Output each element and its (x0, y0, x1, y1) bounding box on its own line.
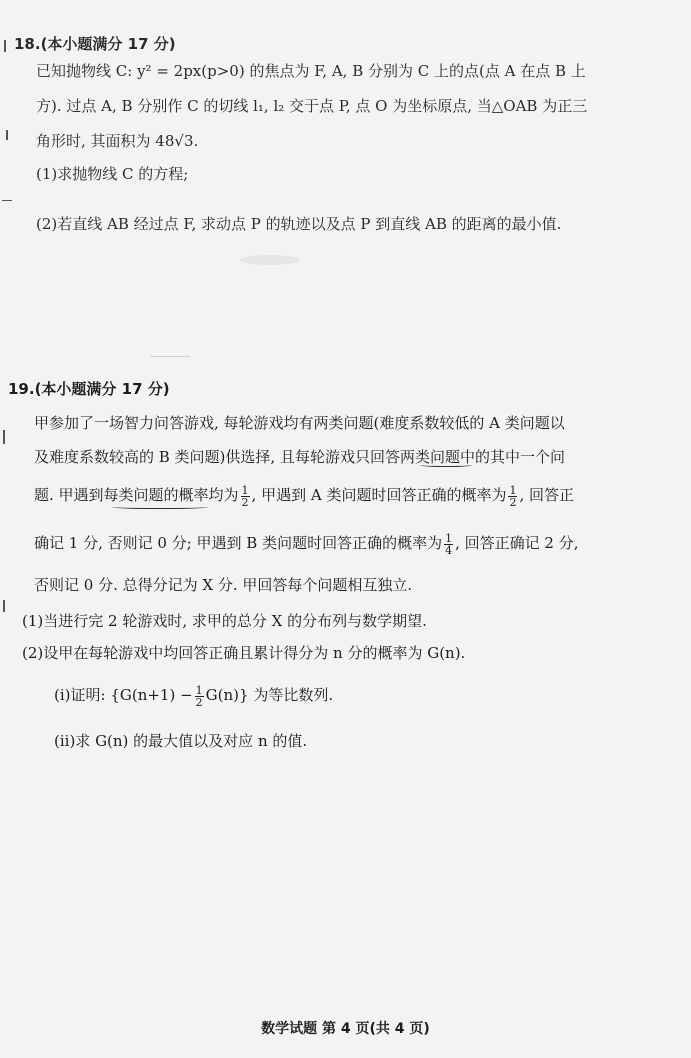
q19-header: 19.(本小题满分 17 分) (8, 380, 170, 398)
page-footer: 数学试题 第 4 页(共 4 页) (261, 1021, 430, 1037)
q18-header: 18.(本小题满分 17 分) (14, 35, 176, 53)
margin-mark-5 (3, 600, 5, 612)
q19-line1: 甲参加了一场智力问答游戏, 每轮游戏均有两类问题(难度系数较低的 A 类问题以 (34, 414, 565, 432)
section-divider (150, 356, 190, 357)
fraction-den: 2 (509, 495, 517, 509)
q18-line2: 方). 过点 A, B 分别作 C 的切线 l₁, l₂ 交于点 P, 点 O 为坐标原点, 当△OAB 为正三 (36, 97, 588, 115)
q19-line2: 及难度系数较高的 B 类问题)供选择, 且每轮游戏只回答两类问题中的其中一个问 (34, 448, 565, 466)
q19-part2: (2)设甲在每轮游戏中均回答正确且累计得分为 n 分的概率为 G(n). (22, 644, 466, 662)
q18-part1: (1)求抛物线 C 的方程; (36, 165, 189, 183)
q19-line3-b: , 甲遇到 A 类问题时回答正确的概率为 (251, 486, 507, 504)
fraction-one-quarter (444, 533, 453, 556)
margin-mark-2 (6, 130, 8, 140)
fraction-den: 2 (195, 695, 203, 709)
q19-line4 (34, 532, 578, 556)
scan-glare (240, 255, 300, 265)
fraction-num: 1 (241, 483, 249, 497)
q19-line4-b: , 回答正确记 2 分, (455, 534, 579, 552)
q18-line1: 已知抛物线 C: y² = 2px(p>0) 的焦点为 F, A, B 分别为 C 上的点(点 A 在点 B 上 (36, 62, 586, 80)
fraction-den: 2 (241, 495, 249, 509)
margin-mark-4 (3, 430, 5, 444)
q19-line3-c: , 回答正 (519, 486, 575, 504)
fraction-num: 1 (445, 531, 453, 545)
q19-sub2: (ⅱ)求 G(n) 的最大值以及对应 n 的值. (54, 732, 308, 750)
margin-mark-1 (4, 40, 6, 52)
q18-part2: (2)若直线 AB 经过点 F, 求动点 P 的轨迹以及点 P 到直线 AB 的距离的最小值. (36, 215, 562, 233)
margin-mark-3 (2, 200, 12, 201)
fraction-num: 1 (509, 483, 517, 497)
q19-line5: 否则记 0 分. 总得分记为 X 分. 甲回答每个问题相互独立. (34, 576, 413, 594)
handwritten-underline-1 (420, 462, 472, 467)
fraction-one-half-2 (508, 485, 517, 508)
fraction-den: 4 (445, 543, 453, 557)
fraction-one-half-1 (241, 485, 250, 508)
q19-sub1 (54, 684, 333, 708)
q18-line3: 角形时, 其面积为 48√3. (36, 132, 199, 150)
q19-line3-a: 题. 甲遇到每类问题的概率均为 (34, 486, 239, 504)
handwritten-underline-2 (112, 504, 208, 509)
q19-sub1-a: (ⅰ)证明: {G(n+1) − (54, 686, 193, 704)
q19-line4-a: 确记 1 分, 否则记 0 分; 甲遇到 B 类问题时回答正确的概率为 (34, 534, 443, 552)
q19-sub1-b: G(n)} 为等比数列. (205, 686, 334, 704)
fraction-one-half-3 (195, 685, 204, 708)
q19-part1: (1)当进行完 2 轮游戏时, 求甲的总分 X 的分布列与数学期望. (22, 612, 427, 630)
fraction-num: 1 (195, 683, 203, 697)
